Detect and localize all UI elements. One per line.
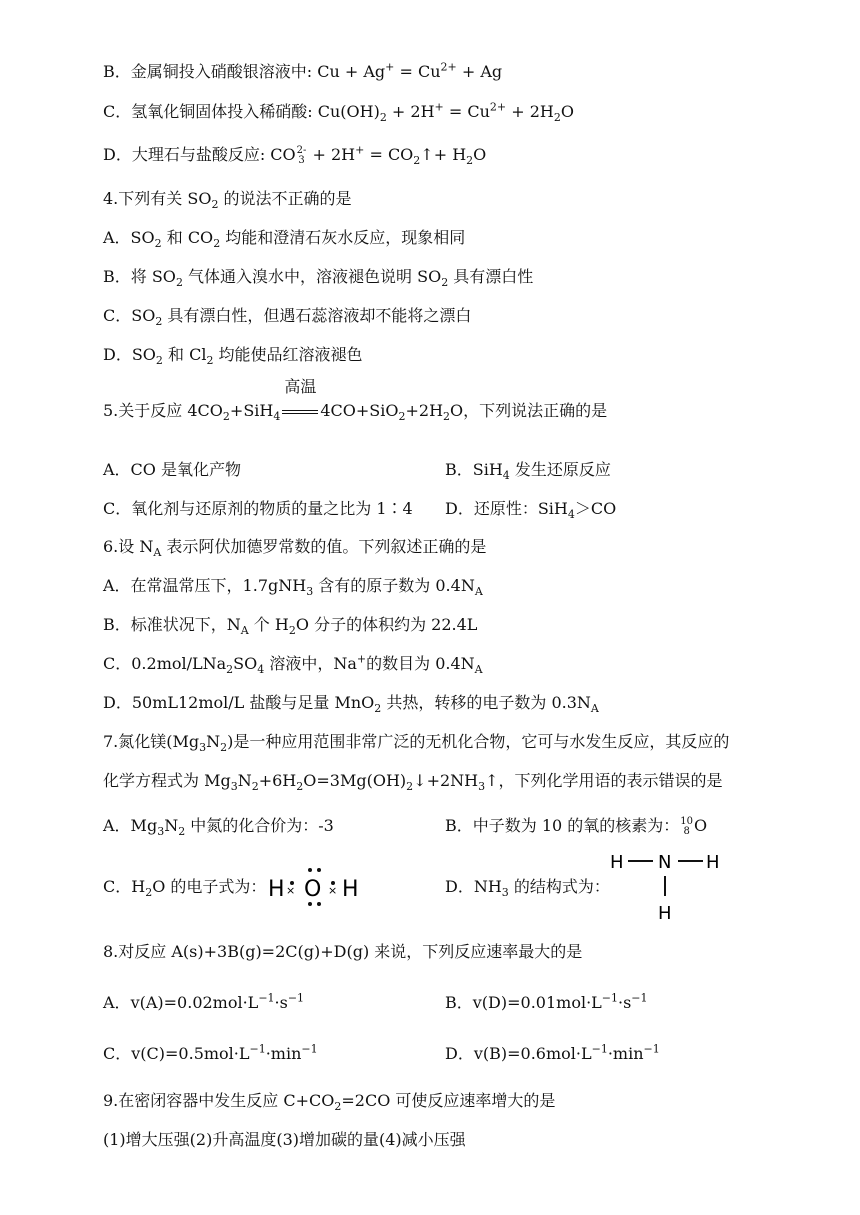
q5-option-c: C．氧化剂与还原剂的物质的量之比为 1∶4 [103, 499, 413, 518]
nh3-h-bottom: H [658, 903, 672, 924]
q5-option-a: A．CO 是氧化产物 [103, 460, 242, 479]
q3-option-c: C．氢氧化铜固体投入稀硝酸: $Cu(OH)_2 + 2H^+ = Cu^{2+} + 2H_2O$ [103, 100, 574, 125]
q5-option-b: B．SiH$_4$ 发生还原反应 [445, 460, 611, 483]
carbonate-charge: 2- 3 [296, 144, 307, 166]
q6-option-c: C．$0.2mol/LNa_2SO_4$ 溶液中，Na+的数目为 $0.4N_A$ [103, 652, 483, 677]
q3-option-d: D．大理石与盐酸反应: CO 2- 3 + $2H^+ = CO_2↑+ H_2O$ [103, 143, 487, 168]
q9-stem: 9.在密闭容器中发生反应 $C+CO_2=2CO$ 可使反应速率增大的是 [103, 1091, 556, 1114]
q7-option-b: B．中子数为 10 的氧的核素为： 10 8 O [445, 815, 708, 837]
h2o-electron-formula [266, 864, 366, 912]
h2o-h-right: H [342, 877, 359, 902]
q3-option-b: B．金属铜投入硝酸银溶液中: $Cu + Ag^+ = Cu^{2+} + Ag$ [103, 60, 503, 81]
q4-option-a: A．$SO_2$ 和 $CO_2$ 均能和澄清石灰水反应，现象相同 [103, 228, 466, 251]
reaction-condition: 高温 [282, 400, 318, 422]
q7-option-c: C．$H_2O$ 的电子式为： [103, 877, 267, 900]
q8-option-d: D．$v(B)=0.6mol\cdot L^{-1}\cdot\min^{-1}$ [445, 1042, 660, 1063]
q6-stem: 6.设 $N_A$ 表示阿伏加德罗常数的值。下列叙述正确的是 [103, 537, 487, 560]
q9-options: (1)增大压强(2)升高温度(3)增加碳的量(4)减小压强 [103, 1130, 466, 1149]
q8-option-c: C．$v(C)=0.5mol\cdot L^{-1}\cdot\min^{-1}$ [103, 1042, 318, 1063]
q6-option-a: A．在常温常压下，1.7gNH$_3$ 含有的原子数为 $0.4N_A$ [103, 576, 483, 599]
q4-option-d: D．$SO_2$ 和 $Cl_2$ 均能使品红溶液褪色 [103, 345, 363, 368]
nh3-h-left: H [610, 852, 624, 873]
nh3-h-right: H [706, 852, 720, 873]
nh3-n: N [658, 852, 672, 873]
h2o-o: O [304, 877, 322, 902]
q8-option-a: A．$v(A)=0.02mol\cdot L^{-1}\cdot s^{-1}$ [103, 991, 305, 1012]
nuclide-notation: 10 8 [680, 815, 694, 837]
q4-option-b: B．将 $SO_2$ 气体通入溴水中，溶液褪色说明 $SO_2$ 具有漂白性 [103, 267, 534, 290]
q5-option-d: D．还原性：SiH$_4$＞CO [445, 499, 617, 522]
q7-stem-line2: 化学方程式为 $Mg_3N_2+6H_2O=3Mg(OH)_2↓+2NH_3↑$，下列化学用语的表示错误的是 [103, 771, 723, 794]
q6-option-d: D．50mL12mol/L 盐酸与足量 MnO$_2$ 共热，转移的电子数为 $0.3N_A$ [103, 693, 599, 716]
q4-option-c: C．$SO_2$ 具有漂白性，但遇石蕊溶液却不能将之漂白 [103, 306, 472, 329]
svg-text:×: × [328, 884, 338, 897]
q8-stem: 8.对反应 A(s)+3B(g)=2C(g)+D(g) 来说，下列反应速率最大的是 [103, 942, 583, 961]
q7-option-a: A．$Mg_3N_2$ 中氮的化合价为：-3 [103, 816, 334, 839]
q4-stem: 4.下列有关 $SO_2$ 的说法不正确的是 [103, 189, 352, 212]
q7-stem-line1: 7.氮化镁$(Mg_3N_2)$是一种应用范围非常广泛的无机化合物，它可与水发生反应，其反应的 [103, 732, 730, 755]
q7-option-d: D．$NH_3$ 的结构式为： [445, 877, 610, 900]
q8-option-b: B．$v(D)=0.01mol\cdot L^{-1}\cdot s^{-1}$ [445, 991, 648, 1012]
h2o-h-left: H [268, 877, 285, 902]
q5-stem: 5.关于反应 $4CO_2+SiH_4$ 高温 $4CO+SiO_2+2H_2O$，下列说法正确的是 [103, 377, 608, 424]
nh3-structural-formula [608, 848, 728, 926]
q6-option-b: B．标准状况下，$N_A$ 个 $H_2O$ 分子的体积约为 22.4L [103, 615, 478, 638]
svg-text:×: × [286, 884, 296, 897]
